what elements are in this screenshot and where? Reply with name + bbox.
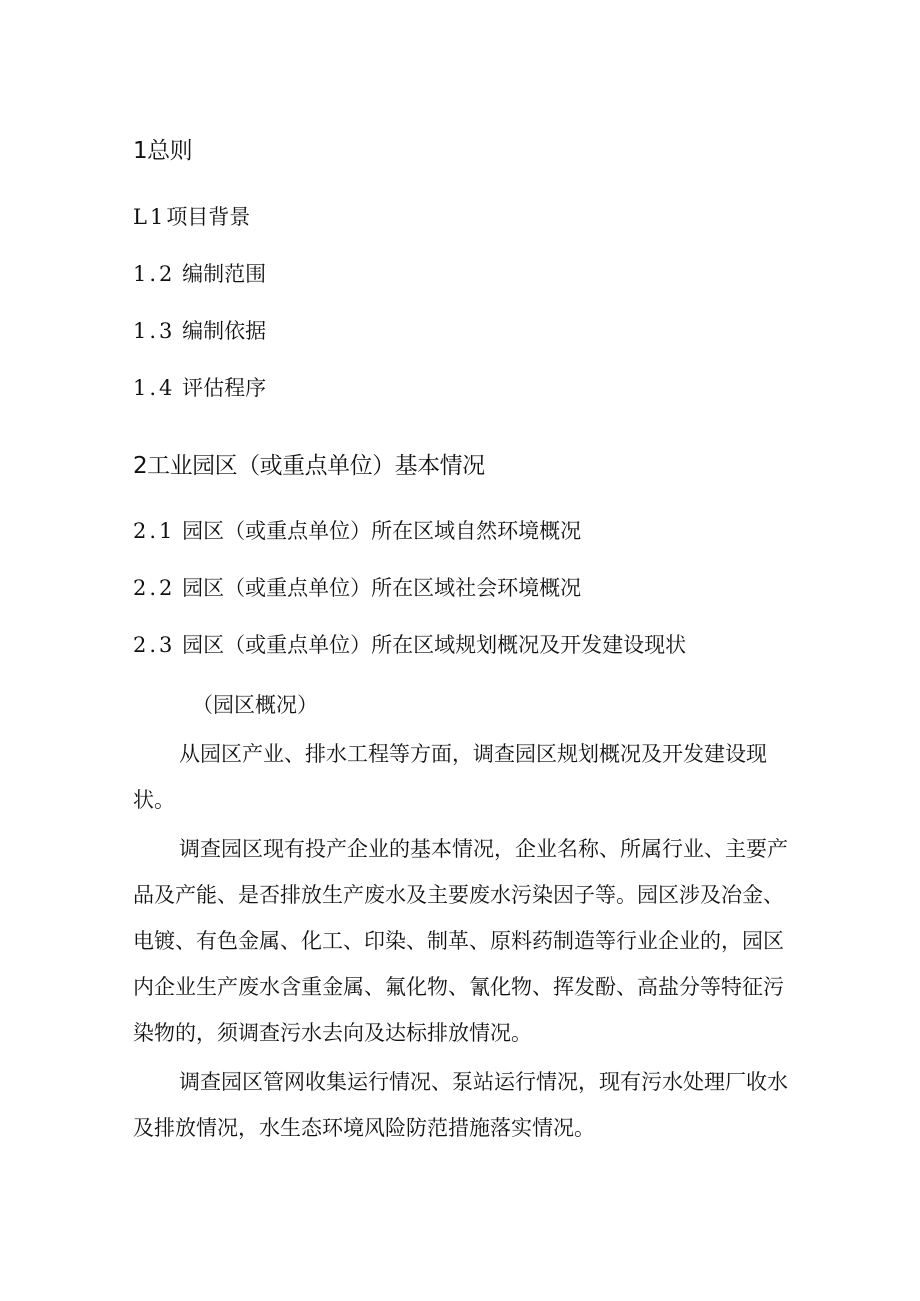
toc-item-number: 1.2 bbox=[133, 262, 176, 286]
park-overview-subheading: （园区概况） bbox=[192, 693, 318, 717]
body-paragraph: 从园区产业、排水工程等方面，调查园区规划概况及开发建设现状。 bbox=[133, 742, 767, 812]
toc-item-2-1 bbox=[133, 517, 581, 545]
toc-item-text: 编制依据 bbox=[182, 319, 267, 343]
body-paragraph: 调查园区现有投产企业的基本情况，企业名称、所属行业、主要产品及产能、是否排放生产废水及主要废水污染因子等。园区涉及冶金、电镀、有色金属、化工、印染、制革、原料药制造等行业企业的，园区内企业生产废水含重金属、氟化物、氰化物、挥发酚、高盐分等特征污染物的，须调查污水去向及达标排放情况。 bbox=[133, 837, 788, 1045]
toc-item-1-2 bbox=[133, 260, 266, 288]
toc-item-text: 编制范围 bbox=[182, 262, 267, 286]
toc-item-text: 评估程序 bbox=[182, 376, 267, 400]
toc-item-1-4 bbox=[133, 374, 266, 402]
toc-item-text: 园区（或重点单位）所在区域规划概况及开发建设现状 bbox=[182, 633, 687, 657]
body-paragraph: 调查园区管网收集运行情况、泵站运行情况，现有污水处理厂收水及排放情况，水生态环境风险防范措施落实情况。 bbox=[133, 1070, 788, 1140]
section-1-heading: 1总则 bbox=[133, 138, 193, 164]
toc-item-number: 2.2 bbox=[133, 576, 176, 600]
toc-item-1-3 bbox=[133, 317, 266, 345]
toc-item-number: L1 bbox=[133, 205, 167, 229]
section-2-heading: 2工业园区（或重点单位）基本情况 bbox=[133, 453, 485, 479]
toc-item-number: 2.3 bbox=[133, 633, 176, 657]
toc-item-2-3 bbox=[133, 631, 686, 659]
toc-item-text: 项目背景 bbox=[166, 205, 251, 229]
toc-item-number: 2.1 bbox=[133, 519, 176, 543]
toc-item-1-1 bbox=[133, 203, 250, 231]
toc-item-number: 1.4 bbox=[133, 376, 176, 400]
toc-item-text: 园区（或重点单位）所在区域自然环境概况 bbox=[182, 519, 582, 543]
toc-item-text: 园区（或重点单位）所在区域社会环境概况 bbox=[182, 576, 582, 600]
toc-item-number: 1.3 bbox=[133, 319, 176, 343]
toc-item-2-2 bbox=[133, 574, 581, 602]
